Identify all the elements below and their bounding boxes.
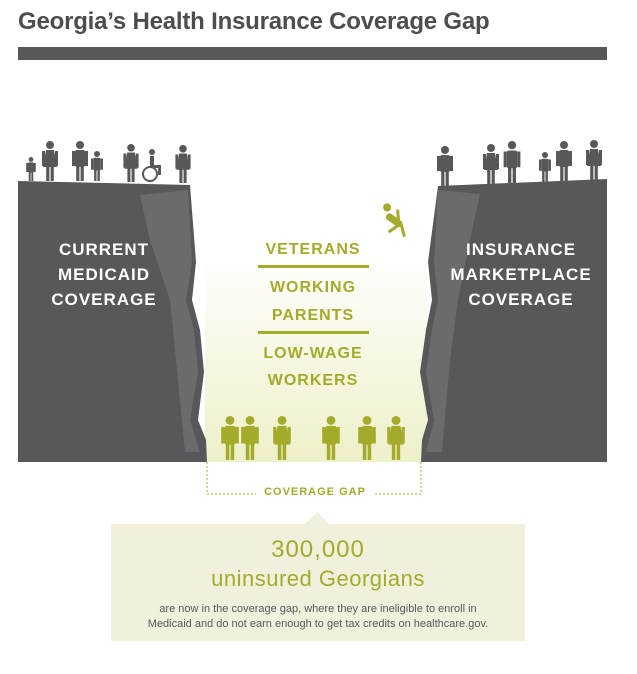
person-icon [175,145,190,183]
gap-group-working: WORKING [269,279,357,296]
person-icon [72,141,88,181]
uninsured-headline: uninsured Georgians [211,566,425,591]
right-cliff-label [448,237,594,312]
left-cliff-line: CURRENT [58,240,150,259]
uninsured-count: 300,000 [271,536,365,563]
gap-group-low-wage: LOW-WAGE [263,345,363,362]
callout-line: Medicaid and do not earn enough to get tax credits on healthcare.gov. [147,618,489,630]
right-cliff-line: COVERAGE [468,290,574,309]
left-cliff-label [34,237,174,312]
person-icon [504,141,521,183]
left-cliff-line: MEDICAID [57,265,151,284]
wheelchair-icon [143,149,161,181]
gap-divider [258,265,369,268]
person-icon [42,141,58,181]
person-icon [483,144,499,184]
right-cliff-line: INSURANCE [465,240,577,259]
person-icon [586,140,602,180]
person-icon [437,146,453,186]
gap-group-veterans: VETERANS [265,241,361,258]
person-icon [123,144,138,182]
gap-group-workers: WORKERS [267,372,359,389]
callout-line: are now in the coverage gap, where they are ineligible to enroll in [159,603,477,615]
right-people-group [437,140,602,186]
gap-divider [258,331,369,334]
right-cliff-line: MARKETPLACE [450,265,592,284]
page-title: Georgia’s Health Insurance Coverage Gap [18,8,490,35]
callout-pointer [305,512,329,524]
callout-description [123,602,513,632]
gap-group-parents: PARENTS [271,307,355,324]
uninsured-callout [111,524,525,641]
person-icon [539,152,551,182]
person-icon [556,141,572,181]
left-cliff-line: COVERAGE [51,290,157,309]
left-people-group [26,141,190,183]
coverage-gap-caption: COVERAGE GAP [256,486,374,498]
person-icon [26,157,36,181]
person-icon [91,151,103,181]
falling-person-icon [372,201,416,242]
